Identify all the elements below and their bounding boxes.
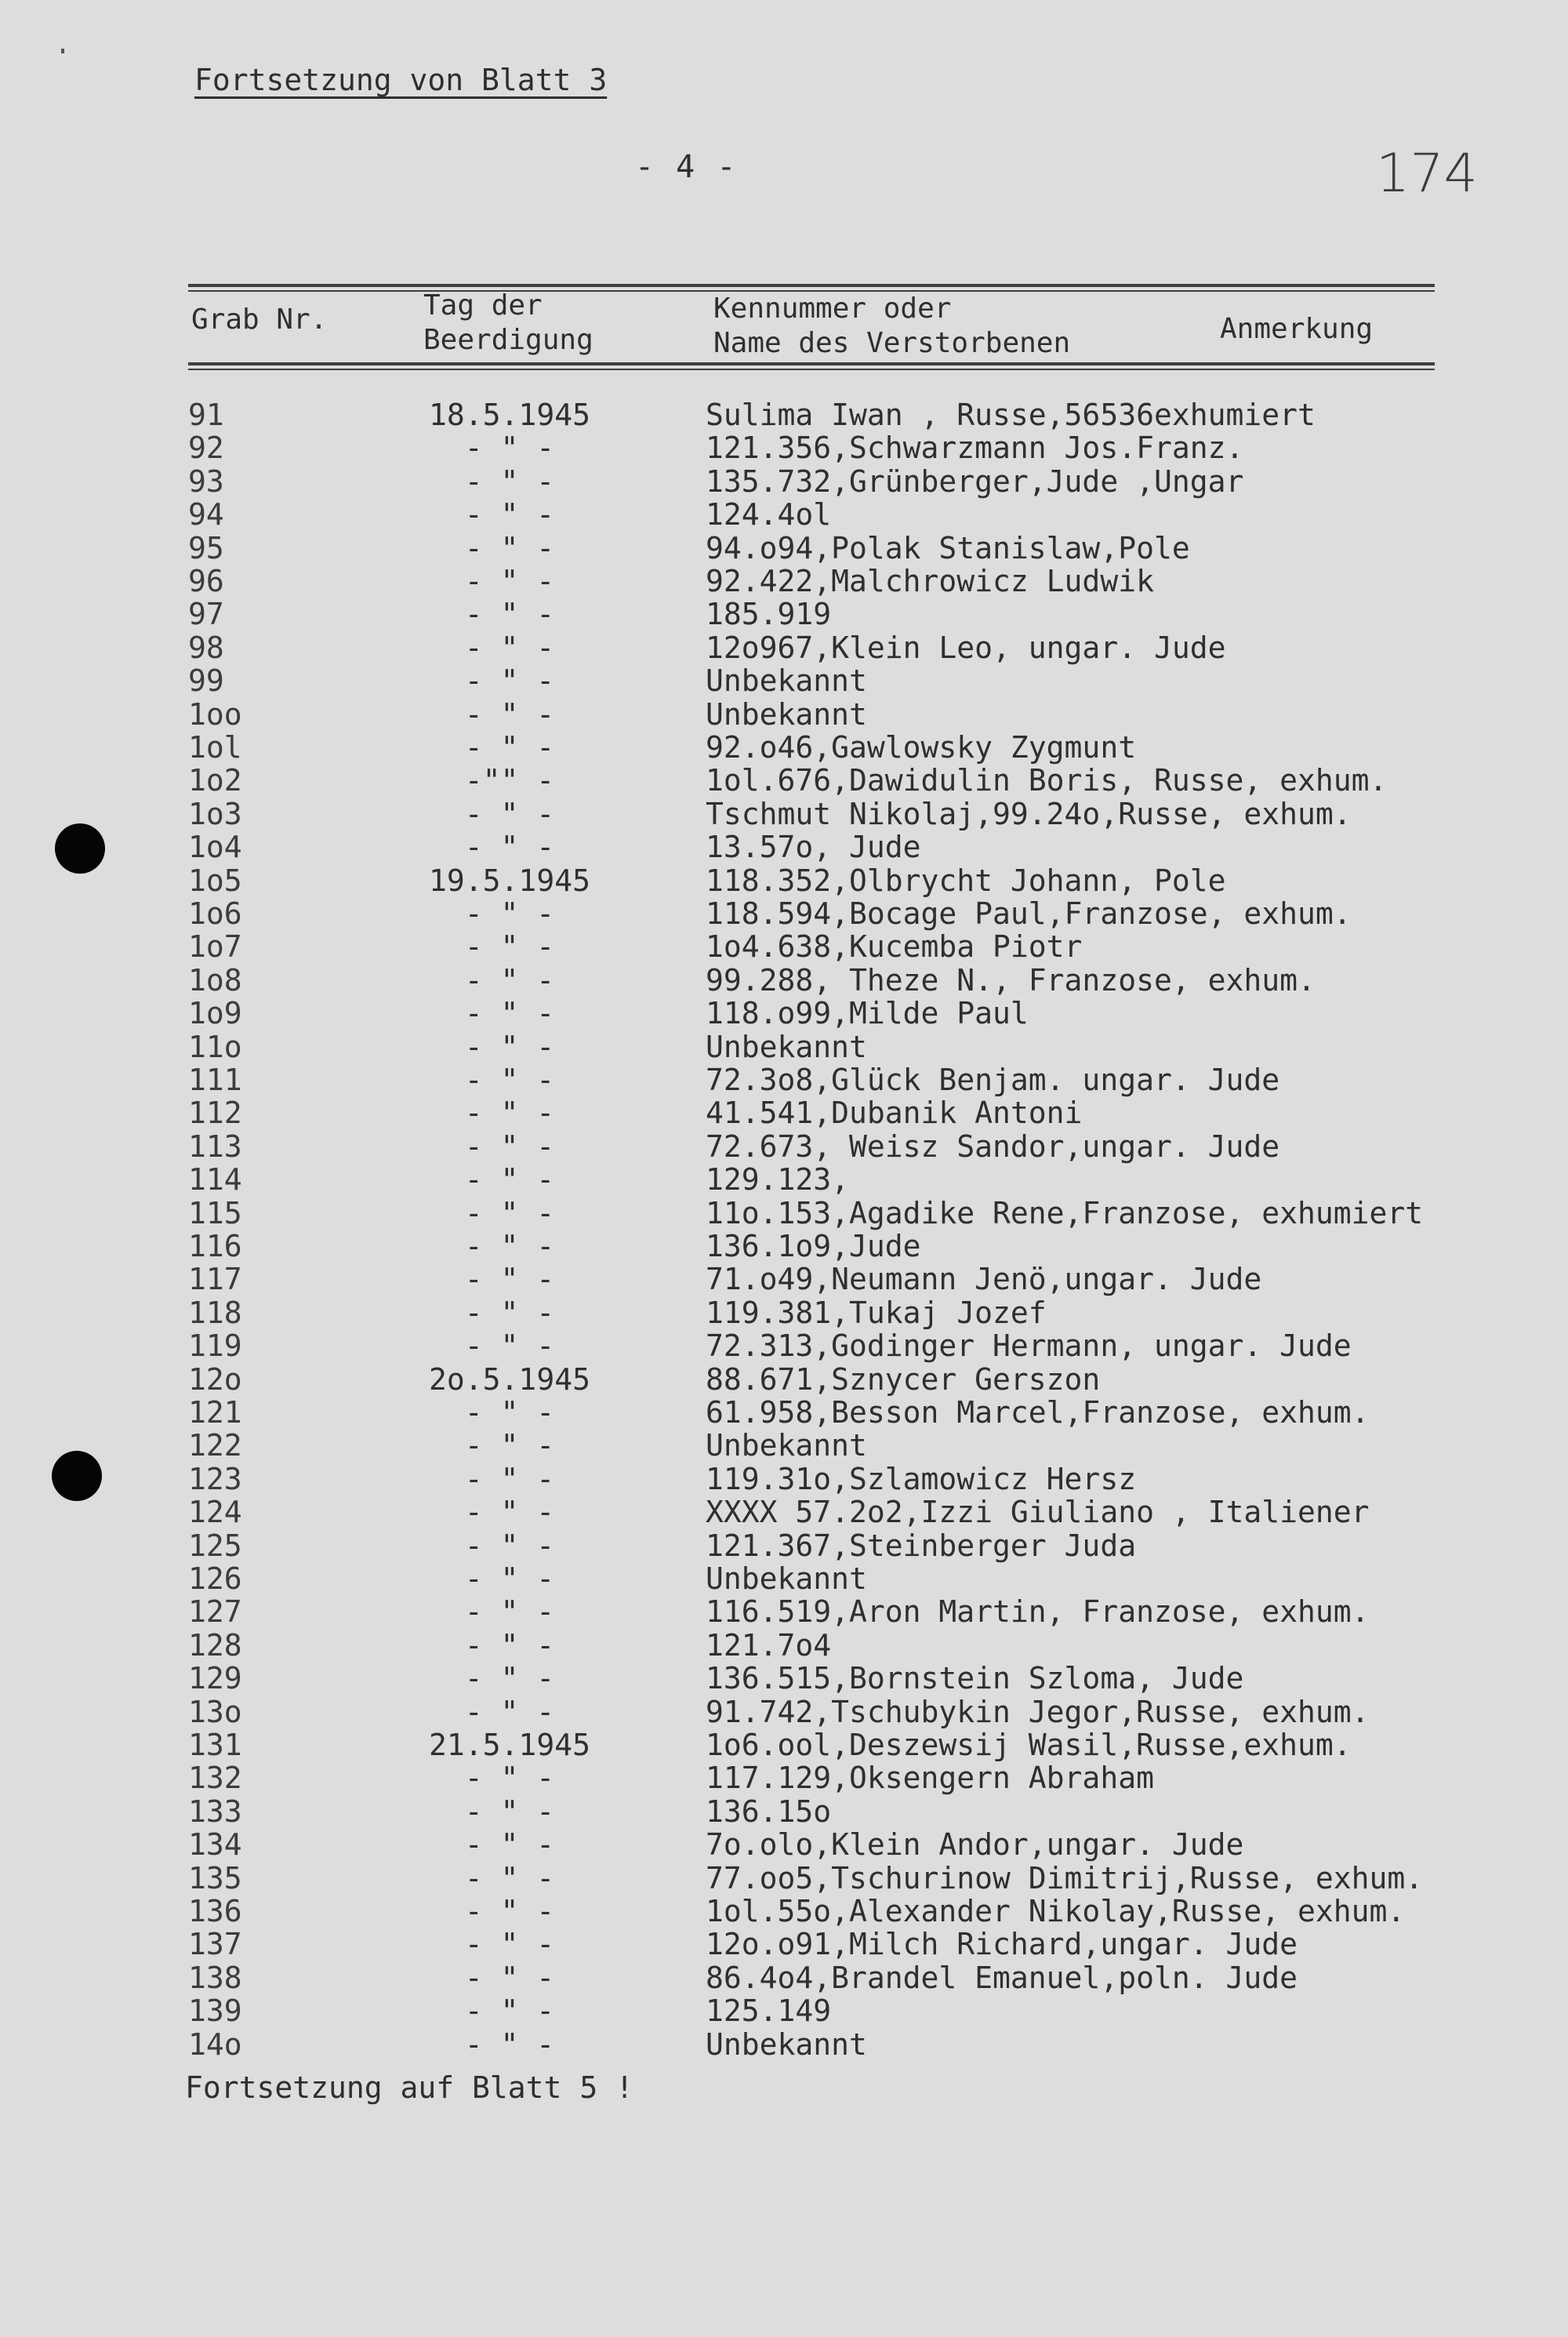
- table-row: [0, 1696, 1568, 1728]
- table-row: [0, 1163, 1568, 1196]
- burial-date: - " -: [464, 1262, 555, 1297]
- table-row: [0, 1063, 1568, 1096]
- table-row: [0, 1197, 1568, 1230]
- burial-date: - " -: [464, 1661, 555, 1696]
- table-row: [0, 1296, 1568, 1329]
- burial-date: - " -: [464, 1528, 555, 1563]
- grave-number: 131: [188, 1728, 242, 1762]
- burial-date: - " -: [464, 2026, 555, 2062]
- deceased-id-name: 92.o46,Gawlowsky Zygmunt: [706, 730, 1137, 765]
- deceased-id-name: XXXX 57.2o2,Izzi Giuliano , Italiener: [706, 1495, 1370, 1530]
- deceased-id-name: 118.o99,Milde Paul: [706, 996, 1029, 1031]
- burial-date: - " -: [464, 996, 555, 1031]
- grave-number: 132: [188, 1761, 242, 1796]
- burial-date: - " -: [464, 1827, 555, 1863]
- table-row: [0, 1928, 1568, 1961]
- footer-continuation-note: Fortsetzung auf Blatt 5 !: [185, 2070, 633, 2105]
- burial-date: - " -: [464, 463, 555, 499]
- table-row: [0, 930, 1568, 963]
- deceased-id-name: 91.742,Tschubykin Jegor,Russe, exhum.: [706, 1694, 1370, 1729]
- grave-number: 138: [188, 1960, 242, 1995]
- deceased-id-name: 71.o49,Neumann Jenö,ungar. Jude: [706, 1262, 1262, 1297]
- grave-number: 95: [188, 530, 224, 565]
- grave-number: 1o8: [188, 962, 242, 998]
- table-row: [0, 830, 1568, 863]
- grave-number: 14o: [188, 2026, 242, 2062]
- punch-hole-bottom: [52, 1451, 102, 1501]
- header-burial-date-line2: Beerdigung: [423, 324, 593, 356]
- grave-number: 116: [188, 1229, 242, 1263]
- deceased-id-name: 136.515,Bornstein Szloma, Jude: [706, 1661, 1244, 1696]
- burial-date: - " -: [464, 1627, 555, 1663]
- grave-number: 91: [188, 398, 224, 432]
- deceased-id-name: 11o.153,Agadike Rene,Franzose, exhumiert: [706, 1195, 1424, 1230]
- grave-number: 115: [188, 1195, 242, 1230]
- burial-date: 18.5.1945: [429, 398, 590, 432]
- deceased-id-name: Unbekannt: [706, 1428, 867, 1463]
- column-header-grave-no: [191, 303, 327, 337]
- grave-number: 1o2: [188, 763, 242, 798]
- burial-date: - " -: [464, 564, 555, 598]
- burial-date: - " -: [464, 431, 555, 466]
- grave-number: 112: [188, 1096, 242, 1131]
- grave-number: 117: [188, 1262, 242, 1297]
- burial-date: - " -: [464, 1229, 555, 1263]
- burial-date: - " -: [464, 696, 555, 732]
- table-row: [0, 1562, 1568, 1595]
- deceased-id-name: Tschmut Nikolaj,99.24o,Russe, exhum.: [706, 796, 1352, 831]
- table-row: [0, 498, 1568, 531]
- grave-number: 124: [188, 1495, 242, 1530]
- table-row: [0, 698, 1568, 731]
- table-row: [0, 631, 1568, 664]
- header-top-rule: [188, 284, 1435, 287]
- deceased-id-name: 118.352,Olbrycht Johann, Pole: [706, 863, 1226, 898]
- burial-date: - " -: [464, 1794, 555, 1829]
- burial-date: -"" -: [464, 763, 555, 798]
- table-row: [0, 565, 1568, 598]
- column-header-id-name: [713, 292, 1070, 361]
- grave-number: 119: [188, 1328, 242, 1364]
- burial-date: - " -: [464, 730, 555, 765]
- table-row: [0, 1961, 1568, 1994]
- column-header-remark: [1220, 312, 1373, 347]
- table-row: [0, 1263, 1568, 1296]
- burial-date: - " -: [464, 1328, 555, 1364]
- burial-date: - " -: [464, 1063, 555, 1097]
- grave-number: 127: [188, 1594, 242, 1630]
- grave-number: 92: [188, 431, 224, 466]
- grave-number: 125: [188, 1528, 242, 1563]
- table-row: [0, 964, 1568, 997]
- table-row: [0, 1329, 1568, 1362]
- header-id-name-line2: Name des Verstorbenen: [713, 327, 1071, 359]
- burial-date: - " -: [464, 597, 555, 632]
- grave-number: 111: [188, 1063, 242, 1097]
- deceased-id-name: 1ol.676,Dawidulin Boris, Russe, exhum.: [706, 763, 1388, 798]
- deceased-id-name: 12o.o91,Milch Richard,ungar. Jude: [706, 1927, 1298, 1962]
- deceased-id-name: 136.15o: [706, 1794, 832, 1829]
- grave-number: 1ol: [188, 730, 242, 765]
- grave-number: 1o3: [188, 796, 242, 831]
- deceased-id-name: 117.129,Oksengern Abraham: [706, 1761, 1154, 1796]
- burial-date: - " -: [464, 663, 555, 699]
- grave-number: 123: [188, 1461, 242, 1496]
- deceased-id-name: 99.288, Theze N., Franzose, exhum.: [706, 962, 1316, 998]
- grave-number: 1o4: [188, 830, 242, 865]
- table-row: [0, 664, 1568, 697]
- grave-number: 121: [188, 1395, 242, 1430]
- table-row: [0, 731, 1568, 764]
- table-row: [0, 897, 1568, 930]
- grave-number: 122: [188, 1428, 242, 1463]
- deceased-id-name: 124.4ol: [706, 497, 832, 532]
- grave-number: 12o: [188, 1361, 242, 1397]
- deceased-id-name: 12o967,Klein Leo, ungar. Jude: [706, 630, 1226, 665]
- grave-number: 133: [188, 1794, 242, 1829]
- table-row: [0, 1761, 1568, 1794]
- deceased-id-name: 185.919: [706, 597, 832, 632]
- table-row: [0, 1429, 1568, 1462]
- grave-number: 13o: [188, 1694, 242, 1729]
- deceased-id-name: Unbekannt: [706, 663, 867, 699]
- deceased-id-name: 13.57o, Jude: [706, 830, 921, 865]
- grave-number: 134: [188, 1827, 242, 1863]
- burial-date: - " -: [464, 1195, 555, 1230]
- table-row: [0, 398, 1568, 431]
- deceased-id-name: 121.356,Schwarzmann Jos.Franz.: [706, 431, 1244, 466]
- burial-date: - " -: [464, 1029, 555, 1064]
- deceased-id-name: 125.149: [706, 1994, 832, 2029]
- table-row: [0, 1230, 1568, 1263]
- grave-number: 128: [188, 1627, 242, 1663]
- burial-date: - " -: [464, 1129, 555, 1164]
- burial-date: - " -: [464, 1162, 555, 1198]
- deceased-id-name: 7o.olo,Klein Andor,ungar. Jude: [706, 1827, 1244, 1863]
- deceased-id-name: 1o6.ool,Deszewsij Wasil,Russe,exhum.: [706, 1728, 1352, 1762]
- grave-number: 96: [188, 564, 224, 598]
- burial-date: - " -: [464, 1960, 555, 1995]
- grave-number: 126: [188, 1561, 242, 1596]
- deceased-id-name: 119.381,Tukaj Jozef: [706, 1295, 1047, 1330]
- burial-date: 21.5.1945: [429, 1728, 590, 1762]
- burial-date: - " -: [464, 1295, 555, 1330]
- burial-date: - " -: [464, 1894, 555, 1928]
- burial-date: 19.5.1945: [429, 863, 590, 898]
- grave-number: 1o6: [188, 896, 242, 931]
- burial-date: 2o.5.1945: [429, 1361, 590, 1397]
- folio-number: 174: [1376, 143, 1478, 205]
- header-id-name-line1: Kennummer oder: [713, 293, 952, 325]
- grave-number: 136: [188, 1894, 242, 1928]
- table-row: [0, 1030, 1568, 1063]
- header-remark-label: Anmerkung: [1220, 313, 1374, 345]
- burial-date: - " -: [464, 1561, 555, 1596]
- burial-date: - " -: [464, 1495, 555, 1530]
- table-row: [0, 1595, 1568, 1628]
- burial-date: - " -: [464, 1927, 555, 1962]
- deceased-id-name: 61.958,Besson Marcel,Franzose, exhum.: [706, 1395, 1370, 1430]
- deceased-id-name: 72.673, Weisz Sandor,ungar. Jude: [706, 1129, 1280, 1164]
- table-row: [0, 532, 1568, 565]
- deceased-id-name: Unbekannt: [706, 696, 867, 732]
- table-row: [0, 1529, 1568, 1562]
- table-row: [0, 1895, 1568, 1928]
- grave-number: 1o5: [188, 863, 242, 898]
- table-row: [0, 1096, 1568, 1129]
- deceased-id-name: 121.7o4: [706, 1627, 832, 1663]
- table-row: [0, 1629, 1568, 1662]
- table-row: [0, 1363, 1568, 1396]
- deceased-id-name: 119.31o,Szlamowicz Hersz: [706, 1461, 1137, 1496]
- deceased-id-name: 72.313,Godinger Hermann, ungar. Jude: [706, 1328, 1352, 1364]
- deceased-id-name: Unbekannt: [706, 1561, 867, 1596]
- deceased-id-name: Sulima Iwan , Russe,56536exhumiert: [706, 398, 1316, 432]
- burial-date: - " -: [464, 1761, 555, 1796]
- burial-date: - " -: [464, 896, 555, 931]
- table-row: [0, 2028, 1568, 2061]
- grave-number: 113: [188, 1129, 242, 1164]
- burial-date: - " -: [464, 1395, 555, 1430]
- grave-number: 97: [188, 597, 224, 632]
- burial-date: - " -: [464, 1428, 555, 1463]
- burial-date: - " -: [464, 1860, 555, 1895]
- burial-date: - " -: [464, 1096, 555, 1131]
- deceased-id-name: 116.519,Aron Martin, Franzose, exhum.: [706, 1594, 1370, 1630]
- burial-date: - " -: [464, 929, 555, 965]
- table-row: [0, 764, 1568, 797]
- table-row: [0, 1728, 1568, 1761]
- deceased-id-name: 135.732,Grünberger,Jude ,Ungar: [706, 463, 1244, 499]
- grave-number: 129: [188, 1661, 242, 1696]
- header-bottom-rule-2: [188, 369, 1435, 370]
- deceased-id-name: 1o4.638,Kucemba Piotr: [706, 929, 1083, 965]
- deceased-id-name: 72.3o8,Glück Benjam. ungar. Jude: [706, 1063, 1280, 1097]
- margin-mark: [61, 49, 64, 53]
- deceased-id-name: Unbekannt: [706, 2026, 867, 2062]
- punch-hole-top: [55, 823, 105, 874]
- grave-number: 139: [188, 1994, 242, 2029]
- table-row: [0, 1662, 1568, 1695]
- burial-date: - " -: [464, 1594, 555, 1630]
- table-row: [0, 1396, 1568, 1429]
- deceased-id-name: 121.367,Steinberger Juda: [706, 1528, 1137, 1563]
- burial-date: - " -: [464, 1694, 555, 1729]
- table-row: [0, 1496, 1568, 1528]
- burial-date: - " -: [464, 962, 555, 998]
- deceased-id-name: 92.422,Malchrowicz Ludwik: [706, 564, 1154, 598]
- table-row: [0, 798, 1568, 830]
- table-row: [0, 864, 1568, 897]
- grave-number: 137: [188, 1927, 242, 1962]
- grave-number: 135: [188, 1860, 242, 1895]
- grave-number: 11o: [188, 1029, 242, 1064]
- table-row: [0, 465, 1568, 498]
- grave-number: 1o9: [188, 996, 242, 1031]
- burial-date: - " -: [464, 796, 555, 831]
- deceased-id-name: 41.541,Dubanik Antoni: [706, 1096, 1083, 1131]
- deceased-id-name: 88.671,Sznycer Gerszon: [706, 1361, 1101, 1397]
- grave-number: 1o7: [188, 929, 242, 965]
- deceased-id-name: 77.oo5,Tschurinow Dimitrij,Russe, exhum.: [706, 1860, 1424, 1895]
- burial-date: - " -: [464, 630, 555, 665]
- table-row: [0, 1828, 1568, 1861]
- deceased-id-name: 136.1o9,Jude: [706, 1229, 921, 1263]
- burial-date: - " -: [464, 530, 555, 565]
- table-row: [0, 1862, 1568, 1895]
- burial-date: - " -: [464, 1461, 555, 1496]
- deceased-id-name: 1ol.55o,Alexander Nikolay,Russe, exhum.: [706, 1894, 1406, 1928]
- deceased-id-name: 118.594,Bocage Paul,Franzose, exhum.: [706, 896, 1352, 931]
- continuation-note: Fortsetzung von Blatt 3: [194, 63, 608, 97]
- table-row: [0, 997, 1568, 1030]
- burial-date: - " -: [464, 497, 555, 532]
- grave-number: 118: [188, 1295, 242, 1330]
- table-row: [0, 1463, 1568, 1496]
- table-row: [0, 1994, 1568, 2027]
- grave-number: 93: [188, 463, 224, 499]
- burial-date: - " -: [464, 1994, 555, 2029]
- grave-number: 98: [188, 630, 224, 665]
- table-row: [0, 598, 1568, 631]
- deceased-id-name: Unbekannt: [706, 1029, 867, 1064]
- deceased-id-name: 129.123,: [706, 1162, 850, 1198]
- grave-number: 99: [188, 663, 224, 699]
- burial-date: - " -: [464, 830, 555, 865]
- page-number: - 4 -: [635, 149, 738, 185]
- table-row: [0, 1795, 1568, 1828]
- column-header-burial-date: [423, 289, 593, 358]
- deceased-id-name: 94.o94,Polak Stanislaw,Pole: [706, 530, 1190, 565]
- grave-number: 1oo: [188, 696, 242, 732]
- table-row: [0, 431, 1568, 464]
- deceased-id-name: 86.4o4,Brandel Emanuel,poln. Jude: [706, 1960, 1298, 1995]
- grave-number: 94: [188, 497, 224, 532]
- header-bottom-rule: [188, 362, 1435, 365]
- grave-number: 114: [188, 1162, 242, 1198]
- header-grave-no-label: Grab Nr.: [191, 303, 328, 336]
- header-burial-date-line1: Tag der: [423, 289, 543, 322]
- table-row: [0, 1130, 1568, 1163]
